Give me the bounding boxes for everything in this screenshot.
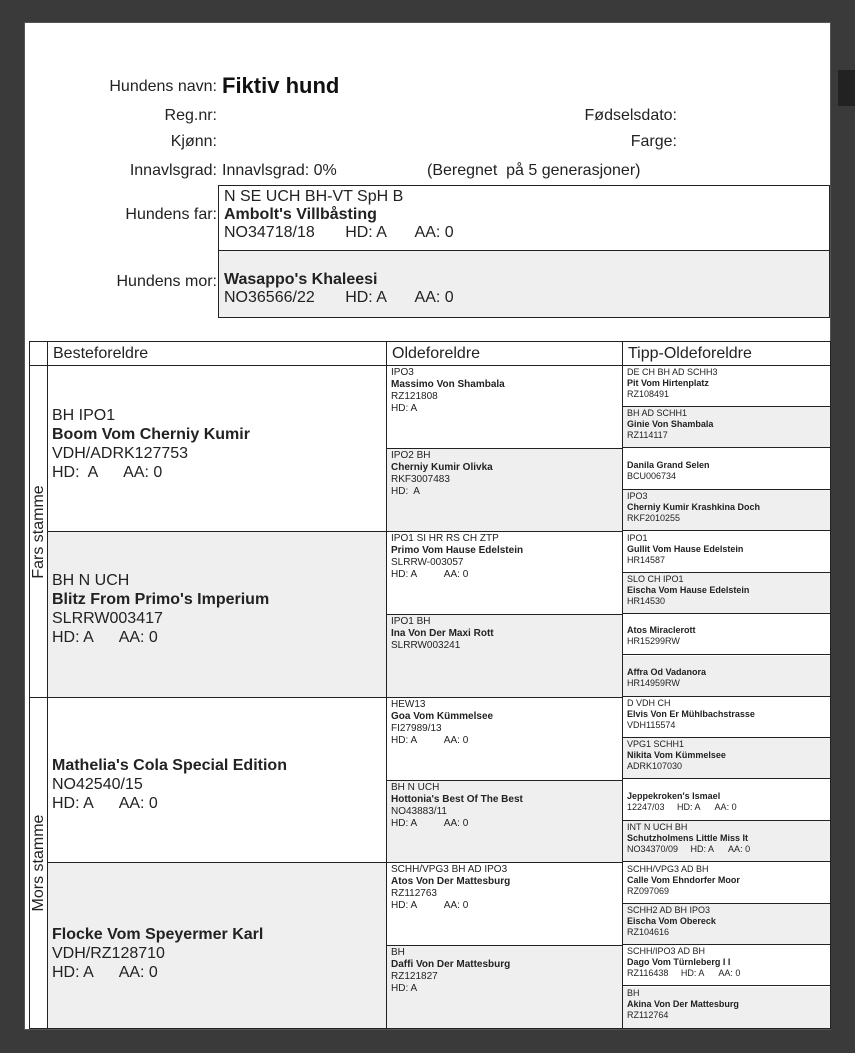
- great-great-grandparent-cell: IPO3 Cherniy Kumir Krashkina Doch RKF2010255: [623, 490, 830, 531]
- great-grandparent-cell: IPO3 Massimo Von Shambala RZ121808 HD: A: [387, 366, 623, 449]
- father-reg: NO34718/18: [224, 224, 315, 241]
- great-great-grandparent-cell: D VDH CH Elvis Von Er Mühlbachstrasse VDH115574: [623, 697, 830, 738]
- great-great-grandparent-cell: SCHH/VPG3 AD BH Calle Vom Ehndorfer Moor RZ097069: [623, 863, 830, 904]
- great-grandparent-cell: IPO1 SI HR RS CH ZTP Primo Vom Hause Edelstein SLRRW-003057 HD: A AA: 0: [387, 532, 623, 615]
- father-titles: N SE UCH BH-VT SpH B: [224, 188, 404, 205]
- great-great-grandparent-cell: Danila Grand Selen BCU006734: [623, 449, 830, 490]
- father-label: Hundens far:: [125, 206, 217, 223]
- dog-name: Fiktiv hund: [222, 73, 340, 98]
- mother-titles: [224, 253, 829, 271]
- sire-side-label: Fars stamme: [30, 366, 48, 698]
- header-grandparents: Besteforeldre: [48, 342, 387, 366]
- grandparent-cell: BH N UCH Blitz From Primo's Imperium SLRRW003417 HD: A AA: 0: [48, 532, 387, 698]
- great-great-grandparent-cell: SLO CH IPO1 Eischa Vom Hause Edelstein HR14530: [623, 573, 830, 614]
- mother-aa: AA: 0: [414, 289, 454, 306]
- grandparent-cell: Flocke Vom Speyermer Karl VDH/RZ128710 HD: A AA: 0: [48, 863, 387, 1028]
- mother-hd: HD: A: [345, 289, 387, 306]
- great-great-grandparent-cell: Atos Miraclerott HR15299RW: [623, 614, 830, 655]
- grandparent-cell: Mathelia's Cola Special Edition NO42540/15 HD: A AA: 0: [48, 698, 387, 863]
- great-grandparent-cell: IPO1 BH Ina Von Der Maxi Rott SLRRW003241: [387, 615, 623, 698]
- great-great-grandparent-cell: SCHH2 AD BH IPO3 Eischa Vom Obereck RZ104616: [623, 904, 830, 945]
- father-box: [218, 185, 830, 251]
- mother-box: [218, 250, 830, 318]
- great-grandparent-cell: SCHH/VPG3 BH AD IPO3 Atos Von Der Mattesburg RZ112763 HD: A AA: 0: [387, 863, 623, 946]
- father-hd: HD: A: [345, 224, 387, 241]
- pedigree-page: [24, 22, 831, 1030]
- name-label: Hundens navn:: [109, 78, 217, 95]
- header-great-great-grandparents: Tipp-Oldeforeldre: [623, 342, 830, 366]
- great-grandparent-cell: BH N UCH Hottonia's Best Of The Best NO43883/11 HD: A AA: 0: [387, 781, 623, 863]
- great-great-grandparent-cell: BH Akina Von Der Mattesburg RZ112764: [623, 987, 830, 1028]
- grandparent-cell: BH IPO1 Boom Vom Cherniy Kumir VDH/ADRK127753 HD: A AA: 0: [48, 366, 387, 532]
- inbreeding-value: Innavlsgrad: 0%: [222, 162, 337, 179]
- regnr-label: Reg.nr:: [164, 107, 217, 124]
- great-grandparent-cell: HEW13 Goa Vom Kümmelsee FI27989/13 HD: A AA: 0: [387, 698, 623, 781]
- great-great-grandparent-cell: INT N UCH BH Schutzholmens Little Miss It NO34370/09 HD: A AA: 0: [623, 821, 830, 862]
- color-label: Farge:: [630, 133, 677, 150]
- mother-label: Hundens mor:: [116, 273, 217, 290]
- great-great-grandparent-cell: IPO1 Gullit Vom Hause Edelstein HR14587: [623, 532, 830, 573]
- mother-name: Wasappo's Khaleesi: [224, 271, 378, 288]
- great-great-grandparent-cell: SCHH/IPO3 AD BH Dago Vom Türnleberg I I RZ116438 HD: A AA: 0: [623, 945, 830, 986]
- inbreeding-label: Innavlsgrad:: [129, 162, 217, 179]
- born-label: Fødselsdato:: [584, 107, 677, 124]
- father-aa: AA: 0: [414, 224, 454, 241]
- sex-label: Kjønn:: [170, 133, 217, 150]
- mother-reg: NO36566/22: [224, 289, 315, 306]
- great-great-grandparent-cell: Jeppekroken's Ismael 12247/03 HD: A AA: 0: [623, 780, 830, 821]
- great-great-grandparent-cell: BH AD SCHH1 Ginie Von Shambala RZ114117: [623, 407, 830, 448]
- great-great-grandparent-cell: VPG1 SCHH1 Nikita Vom Kümmelsee ADRK107030: [623, 738, 830, 779]
- great-great-grandparent-cell: DE CH BH AD SCHH3 Pit Vom Hirtenplatz RZ108491: [623, 366, 830, 407]
- great-great-grandparent-cell: Affra Od Vadanora HR14959RW: [623, 656, 830, 697]
- great-grandparent-cell: BH Daffi Von Der Mattesburg RZ121827 HD: A: [387, 946, 623, 1028]
- father-name: Ambolt's Villbåsting: [224, 206, 377, 223]
- great-grandparent-cell: IPO2 BH Cherniy Kumir Olivka RKF3007483 HD: A: [387, 449, 623, 532]
- header-corner: [30, 342, 48, 366]
- header-great-grandparents: Oldeforeldre: [387, 342, 623, 366]
- side-tab: [838, 70, 855, 106]
- pedigree-grid: [29, 341, 831, 1029]
- dam-side-label: Mors stamme: [30, 698, 48, 1028]
- inbreeding-note: (Beregnet på 5 generasjoner): [427, 162, 641, 179]
